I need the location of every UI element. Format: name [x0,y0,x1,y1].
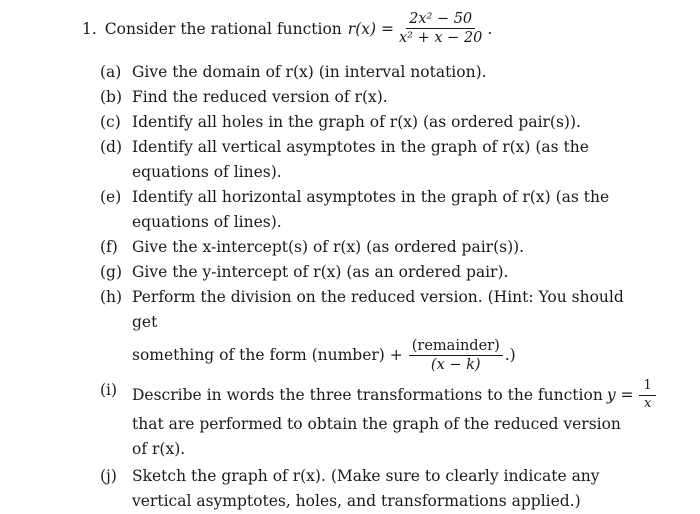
hint-form-line [132,337,640,374]
hint-form-suffix: .) [504,346,516,365]
subquestion-text: Identify all horizontal asymptotes in the graph of r(x) (as the equations of lines). [132,188,610,231]
hint-form-prefix: something of the form (number) + [132,346,403,365]
subquestion-d [100,135,640,185]
subquestion-c [100,110,640,135]
subquestion-text: Perform the division on the reduced version. (Hint: You should get [132,288,624,331]
fraction-numerator: 2x² − 50 [406,10,475,29]
subquestion-label: (f) [100,238,118,256]
remainder-fraction [409,337,503,374]
function-lhs: r(x) = [347,19,394,38]
fraction-denominator: x² + x − 20 [398,30,483,47]
remainder-numerator: (remainder) [409,337,503,356]
subquestion-text: Find the reduced version of r(x). [132,88,388,106]
subquestion-text: Identify all vertical asymptotes in the graph of r(x) (as the equations of lines). [132,138,589,181]
subquestion-text: Give the x-intercept(s) of r(x) (as ordered pair(s)). [132,238,525,256]
problem-number: 1. [82,19,97,38]
item-i-text-before: Describe in words the three transformations to the function [132,385,603,404]
subquestion-text: Identify all holes in the graph of r(x) (as ordered pair(s)). [132,113,581,131]
subquestion-list [100,60,652,514]
subquestion-text: Give the y-intercept of r(x) (as an ordered pair). [132,263,509,281]
subquestion-label: (c) [100,113,121,131]
subquestion-b [100,85,640,110]
problem-intro: Consider the rational function [104,19,342,38]
subquestion-h [100,285,640,374]
item-i-text-after: that are performed to obtain the graph of the reduced version of r(x). [132,414,621,458]
item-i-first-line [132,378,652,412]
reciprocal-numerator: 1 [639,378,655,395]
reciprocal-denominator: x [643,395,652,411]
subquestion-f [100,235,640,260]
subquestion-j [100,464,640,514]
subquestion-g [100,260,640,285]
subquestion-text: Give the domain of r(x) (in interval notation). [132,63,487,81]
subquestion-a [100,60,640,85]
remainder-denominator: (x − k) [430,357,481,374]
subquestion-text: Sketch the graph of r(x). (Make sure to clearly indicate any vertical asymptotes, holes, and transformations applied.) [132,466,600,510]
subquestion-label: (b) [100,88,123,106]
item-i-y-eq: y = [606,385,634,404]
end-punctuation: . [487,19,493,38]
subquestion-label: (a) [100,63,122,81]
rational-function-fraction [396,10,485,47]
subquestion-label: (i) [100,381,118,400]
subquestion-label: (g) [100,263,123,281]
reciprocal-fraction [639,378,655,412]
subquestion-i [100,378,652,462]
subquestion-label: (d) [100,138,123,156]
subquestion-e [100,185,640,235]
subquestion-label: (e) [100,188,122,206]
problem-statement [82,10,492,47]
subquestion-label: (h) [100,288,123,306]
subquestion-label: (j) [100,466,117,485]
